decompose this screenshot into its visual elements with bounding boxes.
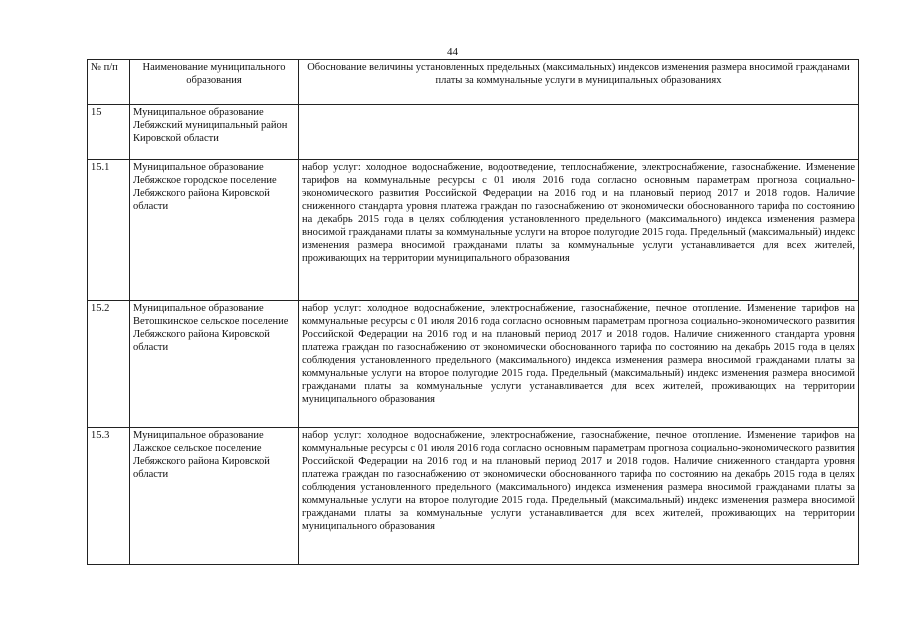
row-number: 15	[88, 105, 130, 160]
tariff-index-table	[87, 59, 859, 565]
justification-text: набор услуг: холодное водоснабжение, водоотведение, теплоснабжение, электроснабжение, газоснабжение. Изменение тарифов на коммунальные ресурсы с 01 июля 2016 года согласно основным параметрам прогноза социально-экономического развития Российской Федерации на 2016 год и на плановый период 2017 и 2018 годов. Наличие сниженного стандарта уровня платежа граждан по газоснабжению от экономически обоснованного тарифа по состоянию на декабрь 2015 года в целях соблюдения установленного предельного (максимального) индекса изменения размера вносимой гражданами платы за коммунальные услуги на второе полугодие 2015 года. Предельный (максимальный) индекс изменения размера вносимой гражданами платы за коммунальные услуги устанавливается для всех жителей, проживающих на территории муниципального образования	[299, 160, 859, 301]
justification-text: набор услуг: холодное водоснабжение, электроснабжение, газоснабжение, печное отопление. Изменение тарифов на коммунальные ресурсы с 01 июля 2016 года согласно основным параметрам прогноза социально-экономического развития Российской Федерации на 2016 год и на плановый период 2017 и 2018 годов. Наличие сниженного стандарта уровня платежа граждан по газоснабжению от экономически обоснованного тарифа по состоянию на декабрь 2015 года в целях соблюдения установленного предельного (максимального) индекса изменения размера вносимой гражданами платы за коммунальные услуги на второе полугодие 2015 года. Предельный (максимальный) индекс изменения размера вносимой гражданами платы за коммунальные услуги устанавливается для всех жителей, проживающих на территории муниципального образования	[299, 428, 859, 565]
row-number: 15.1	[88, 160, 130, 301]
header-justification: Обоснование величины установленных предельных (максимальных) индексов изменения размера вносимой гражданами платы за коммунальные услуги в муниципальных образованиях	[299, 60, 859, 105]
table-row	[88, 428, 859, 565]
municipality-name: Муниципальное образование Ветошкинское сельское поселение Лебяжского района Кировской области	[130, 301, 299, 428]
municipality-name: Муниципальное образование Лебяжский муниципальный район Кировской области	[130, 105, 299, 160]
table-header-row	[88, 60, 859, 105]
justification-text	[299, 105, 859, 160]
justification-text: набор услуг: холодное водоснабжение, электроснабжение, газоснабжение, печное отопление. Изменение тарифов на коммунальные ресурсы с 01 июля 2016 года согласно основным параметрам прогноза социально-экономического развития Российской Федерации на 2016 год и на плановый период 2017 и 2018 годов. Наличие сниженного стандарта уровня платежа граждан по газоснабжению от экономически обоснованного тарифа по состоянию на декабрь 2015 года в целях соблюдения установленного предельного (максимального) индекса изменения размера вносимой гражданами платы за коммунальные услуги на второе полугодие 2015 года. Предельный (максимальный) индекс изменения размера вносимой гражданами платы за коммунальные услуги устанавливается для всех жителей, проживающих на территории муниципального образования	[299, 301, 859, 428]
table-row	[88, 301, 859, 428]
municipality-name: Муниципальное образование Лебяжское городское поселение Лебяжского района Кировской области	[130, 160, 299, 301]
header-number: № п/п	[88, 60, 130, 105]
municipality-name: Муниципальное образование Лажское сельское поселение Лебяжского района Кировской области	[130, 428, 299, 565]
table-row	[88, 160, 859, 301]
row-number: 15.3	[88, 428, 130, 565]
header-municipality-name: Наименование муниципального образования	[130, 60, 299, 105]
table-row	[88, 105, 859, 160]
row-number: 15.2	[88, 301, 130, 428]
page-number: 44	[447, 46, 458, 58]
